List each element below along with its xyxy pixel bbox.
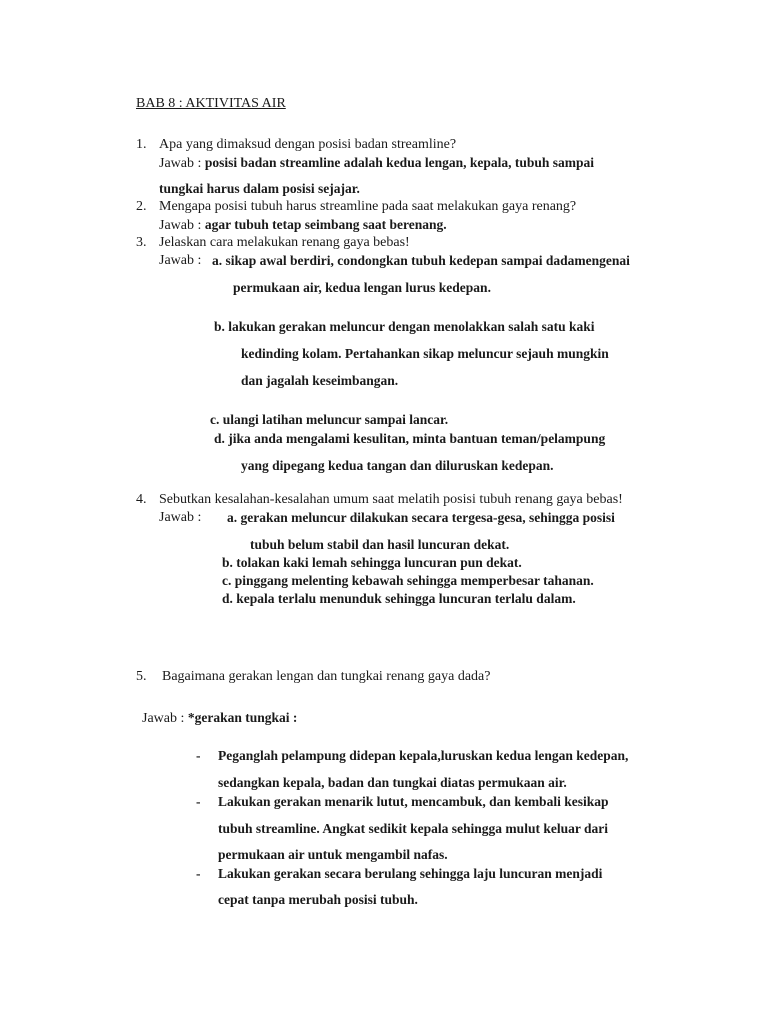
- q3-question: Jelaskan cara melakukan renang gaya bebas!: [159, 235, 410, 250]
- q5-item2-line3: permukaan air untuk mengambil nafas.: [218, 847, 448, 862]
- q4-number: 4.: [136, 492, 147, 507]
- q1-answer-row: [159, 154, 594, 173]
- q4-jawab-label: Jawab :: [159, 510, 202, 525]
- q4-a-line1: a. gerakan meluncur dilakukan secara tergesa-gesa, sehingga posisi: [227, 510, 615, 525]
- q3-d-line1: d. jika anda mengalami kesulitan, minta bantuan teman/pelampung: [214, 431, 606, 446]
- q4-c-line1: c. pinggang melenting kebawah sehingga memperbesar tahanan.: [222, 573, 594, 588]
- q5-answer-row: [142, 709, 297, 728]
- q5-question: Bagaimana gerakan lengan dan tungkai renang gaya dada?: [162, 669, 491, 684]
- q4-question: Sebutkan kesalahan-kesalahan umum saat melatih posisi tubuh renang gaya bebas!: [159, 492, 623, 507]
- q5-item2-line2: tubuh streamline. Angkat sedikit kepala sehingga mulut keluar dari: [218, 821, 608, 836]
- q2-question: Mengapa posisi tubuh harus streamline pada saat melakukan gaya renang?: [159, 199, 577, 214]
- q3-d-line2: yang dipegang kedua tangan dan diluruskan kedepan.: [241, 458, 554, 473]
- q5-heading: *gerakan tungkai :: [187, 710, 298, 725]
- q5-item1-line1: Peganglah pelampung didepan kepala,luruskan kedua lengan kedepan,: [218, 748, 629, 763]
- q4-b-line1: b. tolakan kaki lemah sehingga luncuran pun dekat.: [222, 555, 522, 570]
- q5-number: 5.: [136, 669, 147, 684]
- q3-b-line1: b. lakukan gerakan meluncur dengan menolakkan salah satu kaki: [214, 319, 595, 334]
- q5-item1-bullet: -: [196, 748, 201, 763]
- q2-answer-row: [159, 216, 447, 235]
- q1-answer-line2: tungkai harus dalam posisi sejajar.: [159, 181, 360, 196]
- q3-b-line2: kedinding kolam. Pertahankan sikap meluncur sejauh mungkin: [241, 346, 609, 361]
- q1-jawab-label: Jawab :: [159, 156, 202, 171]
- q2-answer: agar tubuh tetap seimbang saat berenang.: [204, 217, 447, 232]
- q1-answer-line1: posisi badan streamline adalah kedua lengan, kepala, tubuh sampai: [204, 155, 595, 170]
- document-title: BAB 8 : AKTIVITAS AIR: [136, 96, 286, 111]
- q3-number: 3.: [136, 235, 147, 250]
- q1-number: 1.: [136, 137, 147, 152]
- q3-a-line1: a. sikap awal berdiri, condongkan tubuh kedepan sampai dadamengenai: [212, 253, 630, 268]
- q5-jawab-label: Jawab :: [142, 711, 185, 726]
- q3-a-line2: permukaan air, kedua lengan lurus kedepan.: [233, 280, 491, 295]
- q2-number: 2.: [136, 199, 147, 214]
- q5-item2-bullet: -: [196, 794, 201, 809]
- q4-a-line2: tubuh belum stabil dan hasil luncuran dekat.: [250, 537, 510, 552]
- q2-jawab-label: Jawab :: [159, 218, 202, 233]
- q3-jawab-label: Jawab :: [159, 253, 202, 268]
- q5-item3-line2: cepat tanpa merubah posisi tubuh.: [218, 892, 418, 907]
- q5-item3-line1: Lakukan gerakan secara berulang sehingga laju luncuran menjadi: [218, 866, 603, 881]
- q5-item2-line1: Lakukan gerakan menarik lutut, mencambuk, dan kembali kesikap: [218, 794, 609, 809]
- q3-c-line1: c. ulangi latihan meluncur sampai lancar.: [210, 412, 449, 427]
- q5-item3-bullet: -: [196, 866, 201, 881]
- q1-question: Apa yang dimaksud dengan posisi badan streamline?: [159, 137, 457, 152]
- q3-b-line3: dan jagalah keseimbangan.: [241, 373, 399, 388]
- q5-item1-line2: sedangkan kepala, badan dan tungkai diatas permukaan air.: [218, 775, 567, 790]
- q4-d-line1: d. kepala terlalu menunduk sehingga luncuran terlalu dalam.: [222, 591, 576, 606]
